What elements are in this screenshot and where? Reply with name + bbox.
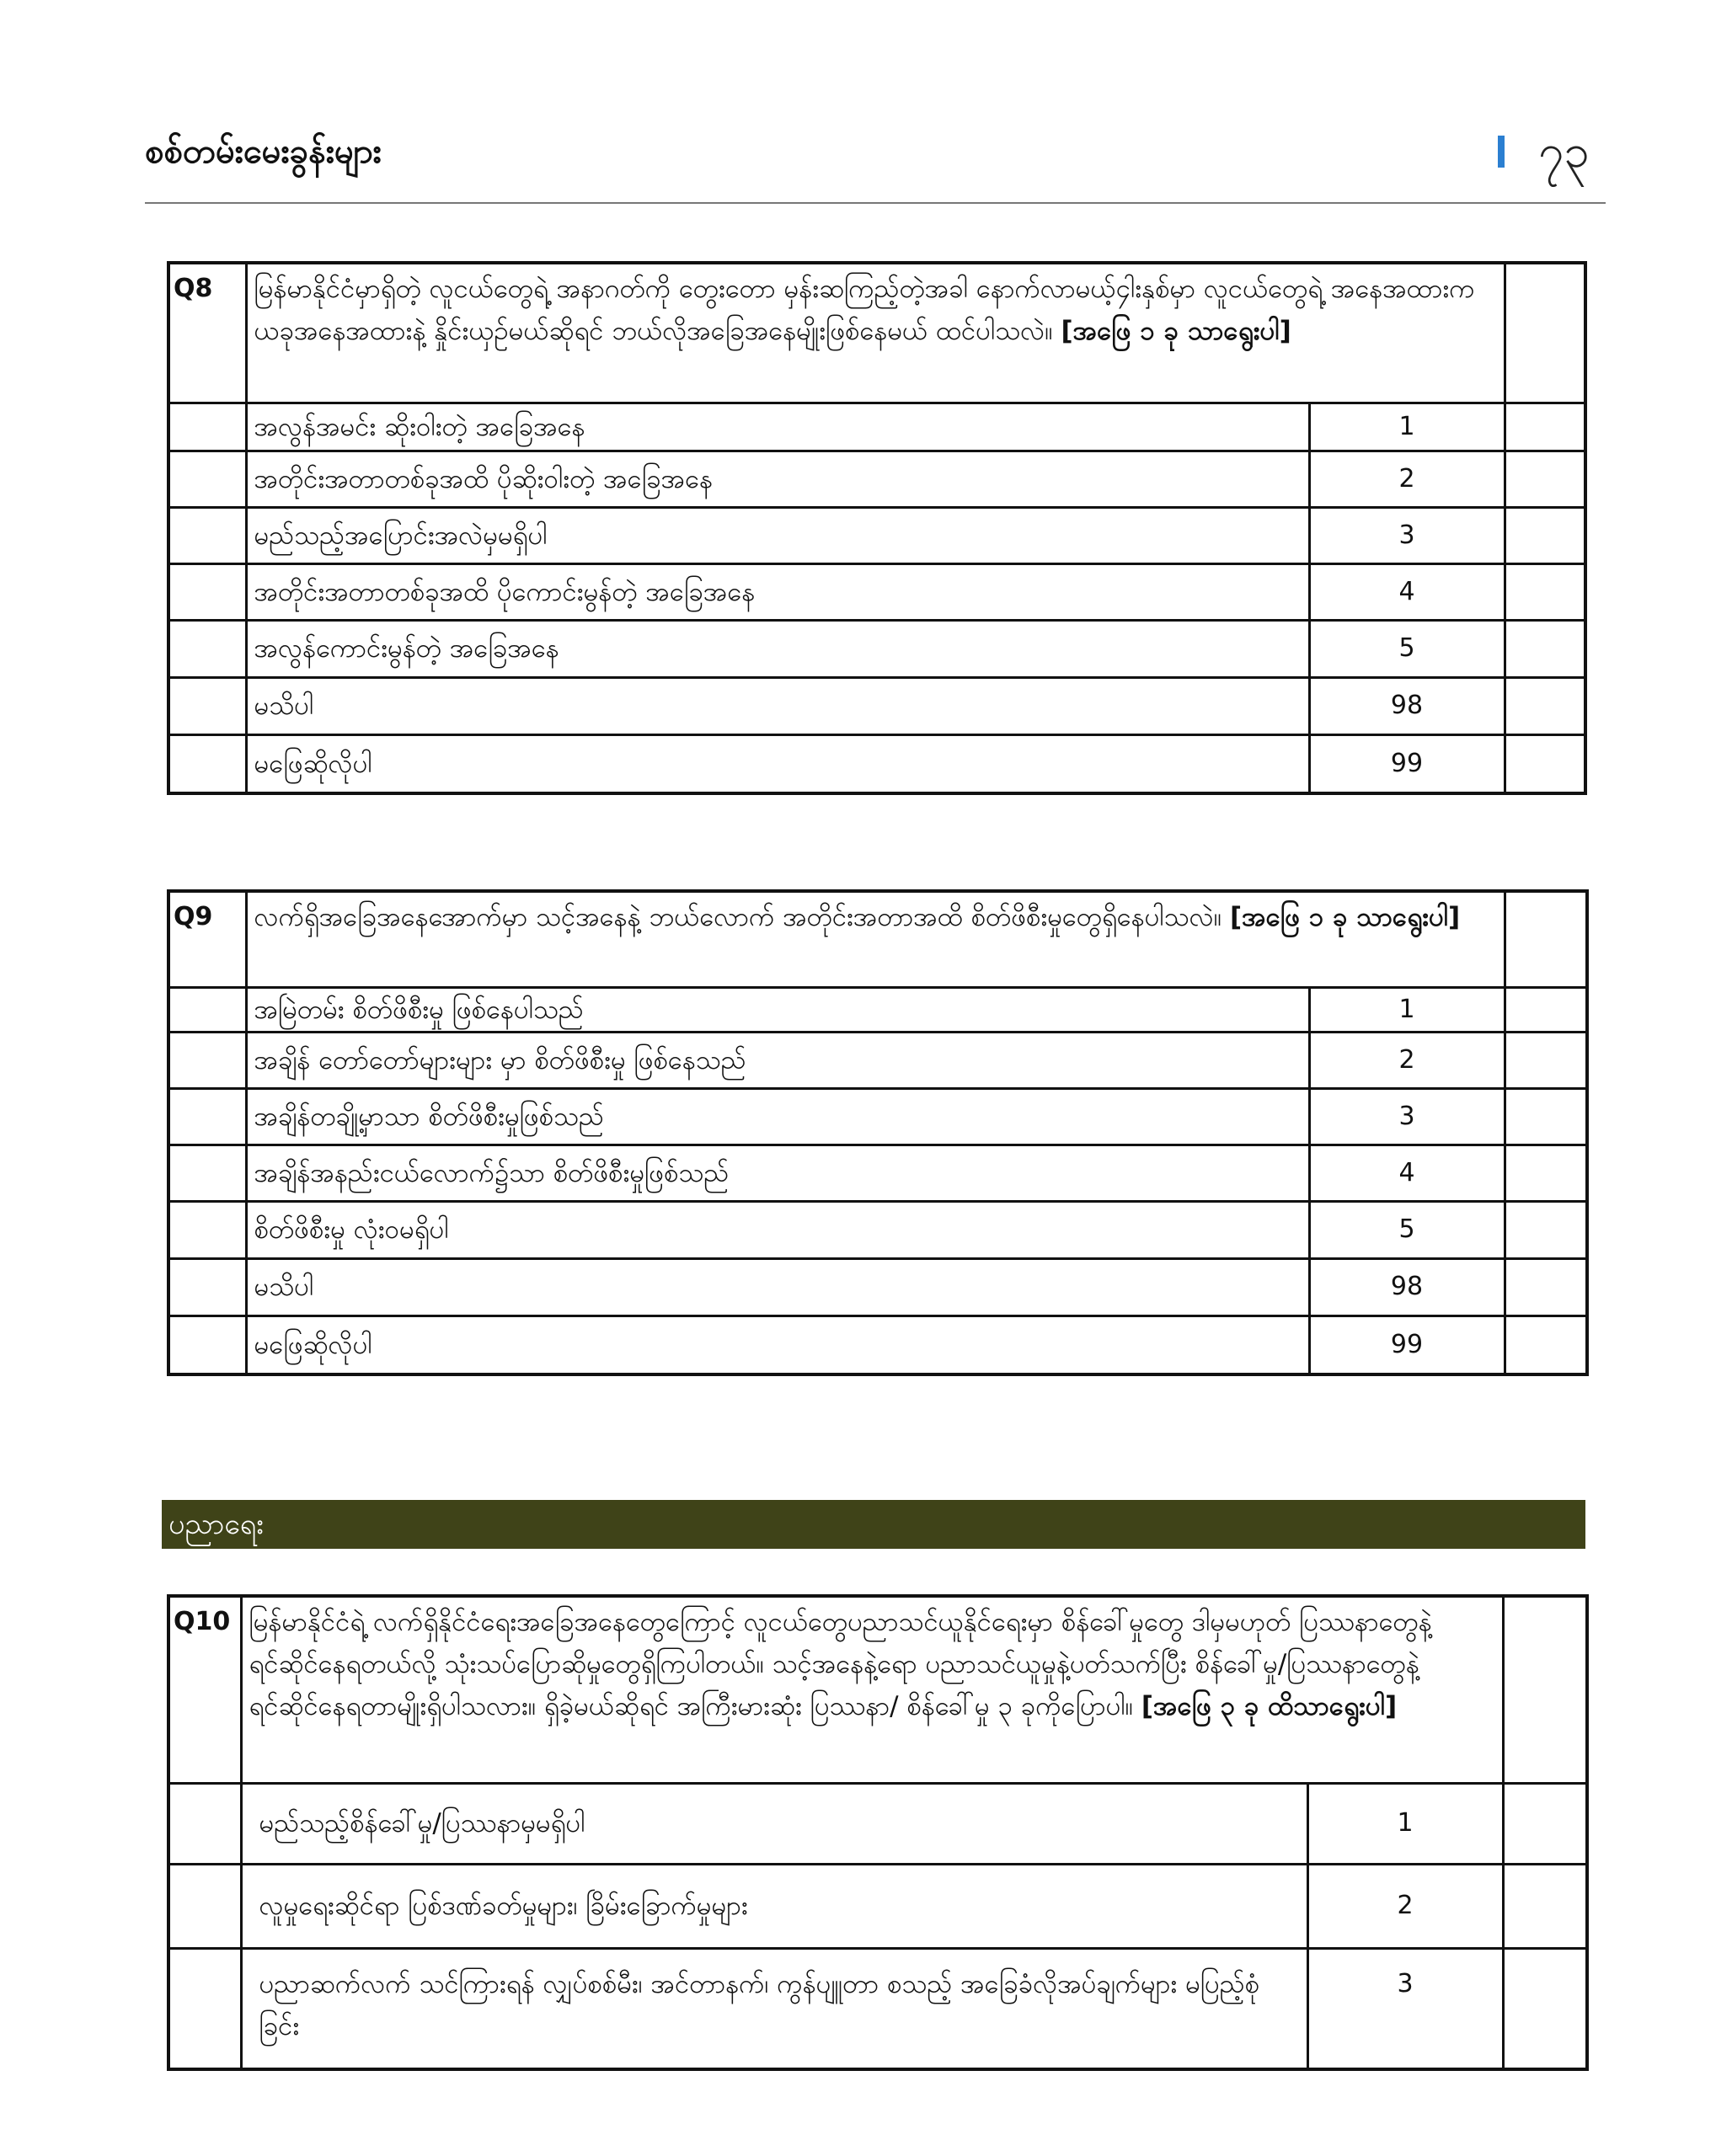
blank-cell	[168, 1145, 246, 1201]
blank-cell	[168, 1315, 246, 1374]
option-label: လူမှုရေးဆိုင်ရာ ပြစ်ဒဏ်ခတ်မှုများ၊ ခြိမ်းခြောက်မှုများ	[241, 1864, 1307, 1948]
answer-box[interactable]	[1503, 1948, 1587, 2069]
option-label: မည်သည့်အပြောင်းအလဲမှမရှိပါ	[246, 507, 1309, 563]
option-code: 99	[1309, 1315, 1505, 1374]
answer-box[interactable]	[1505, 987, 1587, 1032]
option-label: မဖြေဆိုလိုပါ	[246, 1315, 1309, 1374]
question-id: Q9	[168, 891, 246, 987]
option-row	[168, 507, 1585, 563]
option-label: မည်သည့်စိန်ခေါ်မှု/ပြဿနာမှမရှိပါ	[241, 1783, 1307, 1864]
option-code: 99	[1309, 734, 1505, 793]
answer-box[interactable]	[1505, 1201, 1587, 1258]
blank-cell	[168, 403, 246, 451]
question-body: မြန်မာနိုင်ငံမှာရှိတဲ့ လူငယ်တွေရဲ့ အနာဂတ်ကို တွေးတော မှန်းဆကြည့်တဲ့အခါ နောက်လာမယ့်၄ါးနှစ်မှာ လူငယ်တွေရဲ့ အနေအထားက ယခုအနေအထားနဲ့ နှိုင်းယှဉ်မယ်ဆိုရင် ဘယ်လိုအခြေအနေမျိုးဖြစ်နေမယ် ထင်ပါသလဲ။	[254, 274, 1475, 346]
question-instruction: [အဖြေ ၃ ခု ထိသာရွေးပါ]	[1141, 1691, 1398, 1721]
option-code: 5	[1309, 620, 1505, 677]
blank-cell	[168, 451, 246, 507]
blank-cell	[168, 620, 246, 677]
question-instruction: [အဖြေ ၁ ခု သာရွေးပါ]	[1061, 316, 1291, 346]
question-body: လက်ရှိအခြေအနေအောက်မှာ သင့်အနေနဲ့ ဘယ်လောက် အတိုင်းအတာအထိ စိတ်ဖိစီးမှုတွေရှိနေပါသလဲ။	[254, 902, 1230, 932]
page-number: ၇၃	[1538, 125, 1590, 178]
blank-cell	[168, 1088, 246, 1145]
blank-cell	[168, 563, 246, 620]
option-code: 1	[1309, 987, 1505, 1032]
page-number-accent-bar	[1498, 136, 1505, 168]
option-row	[168, 451, 1585, 507]
option-row	[168, 1783, 1587, 1864]
option-row	[168, 563, 1585, 620]
answer-box[interactable]	[1503, 1783, 1587, 1864]
option-code: 5	[1309, 1201, 1505, 1258]
answer-box[interactable]	[1505, 1258, 1587, 1315]
question-text	[246, 263, 1505, 403]
option-row	[168, 1258, 1587, 1315]
option-label: အချိန်တချို့မှာသာ စိတ်ဖိစီးမှုဖြစ်သည်	[246, 1088, 1309, 1145]
option-label: အလွန်ကောင်းမွန်တဲ့ အခြေအနေ	[246, 620, 1309, 677]
answer-box[interactable]	[1505, 734, 1585, 793]
option-code: 4	[1309, 563, 1505, 620]
option-row	[168, 677, 1585, 734]
option-row	[168, 1864, 1587, 1948]
option-code: 1	[1307, 1783, 1503, 1864]
option-label: အလွန်အမင်း ဆိုးဝါးတဲ့ အခြေအနေ	[246, 403, 1309, 451]
option-row	[168, 987, 1587, 1032]
answer-box[interactable]	[1505, 891, 1587, 987]
option-code: 3	[1309, 1088, 1505, 1145]
option-row	[168, 1201, 1587, 1258]
blank-cell	[168, 677, 246, 734]
option-code: 2	[1309, 1032, 1505, 1088]
blank-cell	[168, 734, 246, 793]
blank-cell	[168, 1201, 246, 1258]
option-label: မသိပါ	[246, 677, 1309, 734]
answer-box[interactable]	[1503, 1596, 1587, 1783]
answer-box[interactable]	[1505, 1145, 1587, 1201]
option-row	[168, 734, 1585, 793]
blank-cell	[168, 987, 246, 1032]
answer-box[interactable]	[1505, 563, 1585, 620]
option-row	[168, 403, 1585, 451]
page-number-block	[1498, 126, 1590, 177]
section-header-education: ပညာရေး	[162, 1500, 1585, 1549]
option-code: 2	[1307, 1864, 1503, 1948]
option-code: 2	[1309, 451, 1505, 507]
answer-box[interactable]	[1505, 451, 1585, 507]
option-code: 4	[1309, 1145, 1505, 1201]
answer-box[interactable]	[1505, 403, 1585, 451]
option-label: အမြဲတမ်း စိတ်ဖိစီးမှု ဖြစ်နေပါသည်	[246, 987, 1309, 1032]
answer-box[interactable]	[1505, 620, 1585, 677]
option-label: ပညာဆက်လက် သင်ကြားရန် လျှပ်စစ်မီး၊ အင်တာနက်၊ ကွန်ပျူတာ စသည့် အခြေခံလိုအပ်ချက်များ မပြည့်စုံခြင်း	[241, 1948, 1307, 2069]
question-body: မြန်မာနိုင်ငံရဲ့ လက်ရှိနိုင်ငံရေးအခြေအနေတွေကြောင့် လူငယ်တွေပညာသင်ယူနိုင်ရေးမှာ စိန်ခေါ်မှုတွေ ဒါမှမဟုတ် ပြဿနာတွေနဲ့ ရင်ဆိုင်နေရတယ်လို့ သုံးသပ်ပြောဆိုမှုတွေရှိကြပါတယ်။ သင့်အနေနဲ့ရော ပညာသင်ယူမှုနဲ့ပတ်သက်ပြီး စိန်ခေါ်မှု/ပြဿနာတွေနဲ့ ရင်ဆိုင်နေရတာမျိုးရှိပါသလား။ ရှိခဲ့မယ်ဆိုရင် အကြီးမားဆုံး ပြဿနာ/ စိန်ခေါ်မှု ၃ ခုကိုပြောပါ။	[249, 1607, 1432, 1721]
answer-box[interactable]	[1503, 1864, 1587, 1948]
option-label: အတိုင်းအတာတစ်ခုအထိ ပိုဆိုးဝါးတဲ့ အခြေအနေ	[246, 451, 1309, 507]
answer-box[interactable]	[1505, 263, 1585, 403]
option-row	[168, 1088, 1587, 1145]
question-instruction: [အဖြေ ၁ ခု သာရွေးပါ]	[1229, 902, 1461, 932]
answer-box[interactable]	[1505, 677, 1585, 734]
option-code: 1	[1309, 403, 1505, 451]
option-label: အတိုင်းအတာတစ်ခုအထိ ပိုကောင်းမွန်တဲ့ အခြေအနေ	[246, 563, 1309, 620]
blank-cell	[168, 507, 246, 563]
option-row	[168, 1948, 1587, 2069]
option-row	[168, 1145, 1587, 1201]
question-table-q8	[167, 261, 1587, 795]
option-label: စိတ်ဖိစီးမှု လုံးဝမရှိပါ	[246, 1201, 1309, 1258]
option-label: အချိန် တော်တော်များများ မှာ စိတ်ဖိစီးမှု ဖြစ်နေသည်	[246, 1032, 1309, 1088]
question-id: Q8	[168, 263, 246, 403]
blank-cell	[168, 1258, 246, 1315]
answer-box[interactable]	[1505, 1032, 1587, 1088]
option-code: 3	[1307, 1948, 1503, 2069]
option-code: 98	[1309, 1258, 1505, 1315]
blank-cell	[168, 1783, 241, 1864]
blank-cell	[168, 1948, 241, 2069]
header-divider	[145, 202, 1606, 204]
option-label: မဖြေဆိုလိုပါ	[246, 734, 1309, 793]
running-header-title: စစ်တမ်းမေးခွန်းများ	[145, 132, 382, 171]
option-code: 98	[1309, 677, 1505, 734]
question-text	[246, 891, 1505, 987]
question-table-q10	[167, 1594, 1589, 2071]
option-row	[168, 1315, 1587, 1374]
question-table-q9	[167, 889, 1589, 1376]
option-label: အချိန်အနည်းငယ်လောက်၌သာ စိတ်ဖိစီးမှုဖြစ်သည်	[246, 1145, 1309, 1201]
answer-box[interactable]	[1505, 1315, 1587, 1374]
answer-box[interactable]	[1505, 507, 1585, 563]
blank-cell	[168, 1864, 241, 1948]
question-id: Q10	[168, 1596, 241, 1783]
question-text	[241, 1596, 1503, 1783]
option-label: မသိပါ	[246, 1258, 1309, 1315]
option-code: 3	[1309, 507, 1505, 563]
blank-cell	[168, 1032, 246, 1088]
option-row	[168, 1032, 1587, 1088]
answer-box[interactable]	[1505, 1088, 1587, 1145]
option-row	[168, 620, 1585, 677]
